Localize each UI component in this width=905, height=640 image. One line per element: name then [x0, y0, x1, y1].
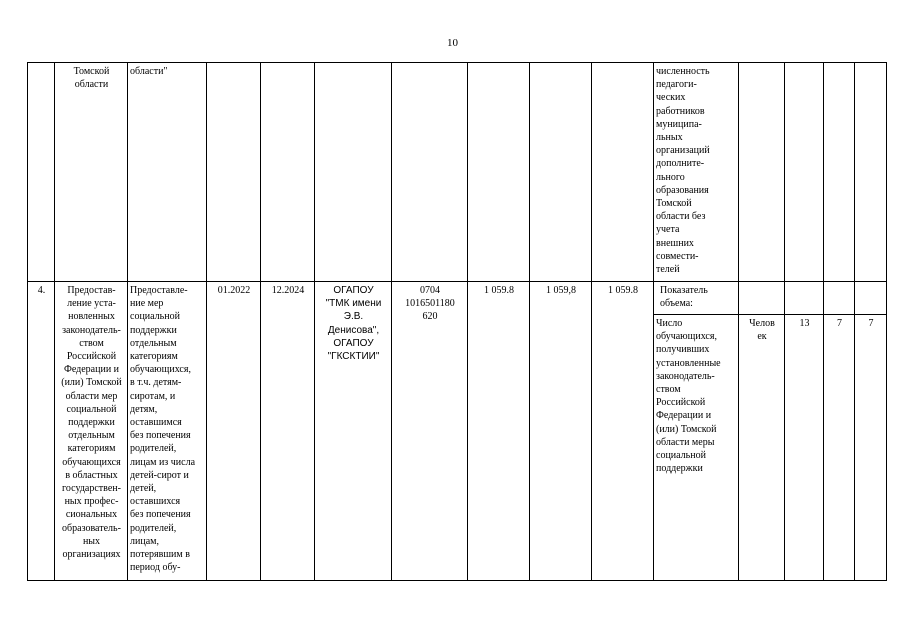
start-date: 01.2022 [217, 285, 251, 296]
cell-executor [315, 63, 392, 282]
executor-text: ОГАПОУ "ТМК имени Э.В. Денисова", ОГАПОУ "ГКСКТИИ" [325, 285, 382, 363]
cell-number [28, 63, 55, 282]
cell-indicator [654, 315, 739, 581]
budget-code: 0704 1016501180 620 [405, 285, 455, 323]
cell-end-date [261, 63, 315, 282]
cell-amount-2 [530, 282, 592, 581]
cell-value-2 [824, 315, 855, 581]
cell-amount-3 [592, 282, 654, 581]
end-date: 12.2024 [271, 285, 305, 296]
cell-unit [739, 63, 785, 282]
cell-amount-2 [530, 63, 592, 282]
cell-budget-code [392, 63, 468, 282]
indicator-text: Число обучающихся, получивших установленные законодатель- ством Российской Федерации и (или) Томской области меры социальной поддержки [656, 318, 721, 475]
cell-measure-name [55, 282, 128, 581]
cell-start-date [207, 63, 261, 282]
table-row [28, 63, 887, 282]
page-number: 10 [447, 37, 458, 49]
cell-value-1 [785, 315, 824, 581]
table-row [28, 282, 887, 315]
cell-value-2-header [824, 282, 855, 315]
program-measures-table [27, 62, 887, 581]
value-1: 13 [799, 318, 810, 329]
indicator-text: численность педагоги- ческих работников муниципа- льных организаций дополните- льного образования Томской области без учета внешних совмести- телей [656, 66, 710, 276]
cell-value-1 [785, 63, 824, 282]
cell-value-3 [855, 315, 887, 581]
measure-name-text: Предостав- ление уста- новленных законодатель- ством Российской Федерации и (или) Томской области мер социальной поддержки отдельным категориям обучающихся в областных государствен- ных профес- сиональных образователь- ных организациях [61, 285, 122, 561]
cell-start-date [207, 282, 261, 581]
amount-2: 1 059,8 [546, 285, 576, 296]
cell-value-1-header [785, 282, 824, 315]
cell-end-date [261, 282, 315, 581]
cell-indicator-header [654, 282, 739, 315]
unit-text: Челов ек [749, 318, 775, 343]
value-2: 7 [837, 318, 842, 329]
cell-value-2 [824, 63, 855, 282]
cell-budget-code [392, 282, 468, 581]
measure-description-text: области" [130, 66, 168, 77]
cell-amount-1 [468, 282, 530, 581]
row-number: 4. [37, 285, 46, 296]
cell-measure-name [55, 63, 128, 282]
cell-measure-description [128, 282, 207, 581]
cell-executor [315, 282, 392, 581]
measure-description-text: Предоставле- ние мер социальной поддержки отдельным категориям обучающихся, в т.ч. детям- сиротам, и детям, оставшимся без попечения родителей, лицам из числа детей-сирот и детей, оставшихся без попечения родителей, лицам, потерявшим в период обу- [130, 285, 196, 574]
amount-1: 1 059.8 [484, 285, 514, 296]
cell-unit-header [739, 282, 785, 315]
measure-name-text: Томской области [73, 66, 110, 91]
cell-indicator [654, 63, 739, 282]
cell-amount-3 [592, 63, 654, 282]
indicator-header-text: Показатель объема: [660, 285, 708, 310]
value-3: 7 [868, 318, 874, 329]
cell-value-3-header [855, 282, 887, 315]
amount-3: 1 059.8 [608, 285, 638, 296]
cell-amount-1 [468, 63, 530, 282]
cell-measure-description [128, 63, 207, 282]
cell-value-3 [855, 63, 887, 282]
cell-number [28, 282, 55, 581]
cell-unit [739, 315, 785, 581]
